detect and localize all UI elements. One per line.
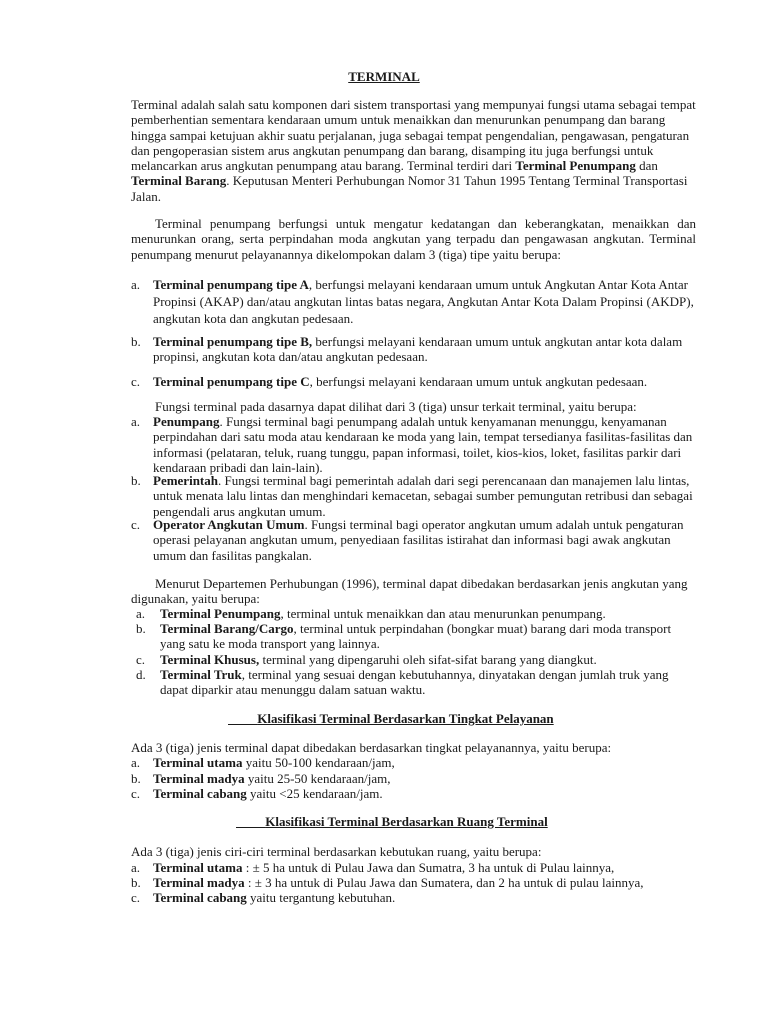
list-item-tipe-a (131, 276, 696, 327)
list-item-bold: Terminal madya (153, 771, 245, 786)
list-marker: c. (131, 890, 141, 905)
list-marker: b. (136, 621, 146, 636)
list-item-text: , terminal untuk perpindahan (bongkar muat) barang dari moda transport yang satu ke moda transport yang lainnya. (160, 621, 672, 652)
list-item-pelayanan-c (131, 786, 696, 801)
ruang-intro: Ada 3 (tiga) jenis ciri-ciri terminal berdasarkan kebutukan ruang, yaitu berupa: (131, 844, 542, 859)
list-item-bold: Terminal penumpang tipe B, (153, 334, 313, 349)
pelayanan-intro: Ada 3 (tiga) jenis terminal dapat dibedakan berdasarkan tingkat pelayanannya, yaitu berupa: (131, 740, 612, 755)
list-item-bold: Terminal madya (153, 875, 245, 890)
list-item-bold: Terminal cabang (153, 786, 247, 801)
list-marker: a. (131, 755, 141, 770)
list-marker: a. (131, 860, 141, 875)
list-marker: a. (136, 606, 146, 621)
fungsi-intro: Fungsi terminal pada dasarnya dapat dilihat dari 3 (tiga) unsur terkait terminal, yaitu berupa: (155, 399, 637, 414)
list-item-text: , terminal untuk menaikkan dan atau menurunkan penumpang. (280, 606, 606, 621)
intro-text-1: Terminal adalah salah satu komponen dari sistem transportasi yang mempunyai fungsi utama sebagai tempat pemberhentian sementara kendaraan umum untuk menaikkan dan menurunkan penumpang dan barang hingga sampai ketujuan akhir suatu perjalanan, juga sebagai tempat pengendalian, pengawasan, pengaturan dan pengoperasian sistem arus angkutan penumpang dan barang, disamping itu juga berfungsi untuk melancarkan arus angkutan penumpang atau barang. Terminal terdiri dari (131, 97, 696, 174)
list-item-text: , berfungsi melayani kendaraan umum untuk Angkutan Antar Kota Antar Propinsi (AKAP) dan/atau angkutan lintas batas negara, Angkutan Antar Kota Dalam Propinsi (AKDP), angkutan kota dan angkutan pedesaan. (153, 277, 694, 326)
list-marker: c. (131, 517, 141, 532)
list-item-jenis-c (136, 652, 696, 667)
list-marker: d. (136, 667, 146, 682)
section-heading-ruang: Klasifikasi Terminal Berdasarkan Ruang Terminal (265, 814, 548, 829)
list-marker: b. (131, 473, 141, 488)
list-item-fungsi-b (131, 473, 696, 519)
list-item-ruang-c (131, 890, 696, 905)
intro-paragraph (131, 97, 696, 204)
list-item-jenis-a (136, 606, 696, 621)
list-item-ruang-b (131, 875, 696, 890)
list-marker: a. (131, 414, 141, 429)
list-item-ruang-a (131, 860, 696, 875)
list-item-fungsi-a (131, 414, 696, 475)
list-item-text: yaitu <25 kendaraan/jam. (246, 786, 383, 801)
list-item-bold: Operator Angkutan Umum (153, 517, 305, 532)
list-item-text: terminal yang dipengaruhi oleh sifat-sifat barang yang diangkut. (259, 652, 597, 667)
list-item-tipe-b (131, 334, 696, 365)
list-item-jenis-b (136, 621, 696, 652)
list-marker: b. (131, 875, 141, 890)
list-item-text: : ± 5 ha untuk di Pulau Jawa dan Sumatra, 3 ha untuk di Pulau lainnya, (242, 860, 615, 875)
list-marker: c. (136, 652, 146, 667)
list-item-text: yaitu 50-100 kendaraan/jam, (242, 755, 395, 770)
list-item-text: . Fungsi terminal bagi penumpang adalah untuk kenyamanan menunggu, kenyamanan perpindahan dari satu moda atau kendaraan ke moda yang lain, tempat tersedianya fasilitas-fasilitas dan informasi (pelataran, teluk, ruang tunggu, papan informasi, toilet, kios-kios, loket, fasilitas parkir dari kendaraan pribadi dan lain-lain). (153, 414, 693, 475)
list-item-bold: Terminal cabang (153, 890, 247, 905)
list-item-bold: Pemerintah (153, 473, 218, 488)
intro-text-3: . Keputusan Menteri Perhubungan Nomor 31 Tahun 1995 Tentang Terminal Transportasi Jalan. (131, 173, 688, 204)
list-item-text: , berfungsi melayani kendaraan umum untuk angkutan pedesaan. (309, 374, 648, 389)
list-marker: b. (131, 771, 141, 786)
list-item-bold: Terminal penumpang tipe A (153, 277, 309, 292)
section-heading-pelayanan: Klasifikasi Terminal Berdasarkan Tingkat Pelayanan (257, 711, 554, 726)
intro-bold-2: Terminal Barang (131, 173, 227, 189)
list-item-bold: Penumpang (153, 414, 220, 429)
intro-text-2: dan (635, 158, 658, 174)
list-item-bold: Terminal utama (153, 860, 243, 875)
list-marker: b. (131, 334, 141, 349)
list-marker: c. (131, 786, 141, 801)
list-item-text: : ± 3 ha untuk di Pulau Jawa dan Sumatera, dan 2 ha untuk di pulau lainnya, (244, 875, 644, 890)
list-item-bold: Terminal Khusus, (160, 652, 260, 667)
list-item-fungsi-c (131, 517, 696, 563)
list-item-text: . Fungsi terminal bagi pemerintah adalah dari segi perencanaan dan manajemen lalu lintas, untuk menata lalu lintas dan menghindari kemacetan, sebagai sumber pemungutan retribusi dan sebagai pengendali arus angkutan umum. (153, 473, 693, 519)
list-item-text: yaitu tergantung kebutuhan. (246, 890, 396, 905)
list-item-bold: Terminal Barang/Cargo (160, 621, 294, 636)
list-item-text: , terminal yang sesuai dengan kebutuhannya, dinyatakan dengan jumlah truk yang dapat diparkir atau menunggu dalam satuan waktu. (160, 667, 669, 698)
list-item-bold: Terminal penumpang tipe C (153, 374, 310, 389)
list-marker: c. (131, 374, 141, 389)
list-item-pelayanan-a (131, 755, 696, 770)
list-item-text: yaitu 25-50 kendaraan/jam, (244, 771, 391, 786)
list-item-tipe-c (131, 374, 696, 389)
list-item-pelayanan-b (131, 771, 696, 786)
list-item-jenis-d (136, 667, 696, 698)
intro-bold-1: Terminal Penumpang (515, 158, 636, 174)
list-marker: a. (131, 277, 141, 292)
list-item-bold: Terminal Penumpang (160, 606, 281, 621)
penumpang-paragraph: Terminal penumpang berfungsi untuk mengatur kedatangan dan keberangkatan, menaikkan dan menurunkan orang, serta perpindahan moda angkutan yang terpadu dan pengawasan angkutan. Terminal penumpang menurut pelayanannya dikelompokan dalam 3 (tiga) tipe yaitu berupa: (131, 216, 696, 262)
list-item-text: . Fungsi terminal bagi operator angkutan umum adalah untuk pengaturan operasi pelayanan angkutan umum, penyediaan fasilitas istirahat dan informasi bagi awak angkutan umum dan fasilitas pangkalan. (153, 517, 684, 563)
list-item-bold: Terminal Truk (160, 667, 242, 682)
dephub-intro: Menurut Departemen Perhubungan (1996), terminal dapat dibedakan berdasarkan jenis angkutan yang digunakan, yaitu berupa: (131, 576, 688, 607)
list-item-bold: Terminal utama (153, 755, 243, 770)
page-title: TERMINAL (348, 69, 420, 84)
list-item-text: berfungsi melayani kendaraan umum untuk angkutan antar kota dalam propinsi, angkutan kota dan/atau angkutan pedesaan. (153, 334, 683, 365)
